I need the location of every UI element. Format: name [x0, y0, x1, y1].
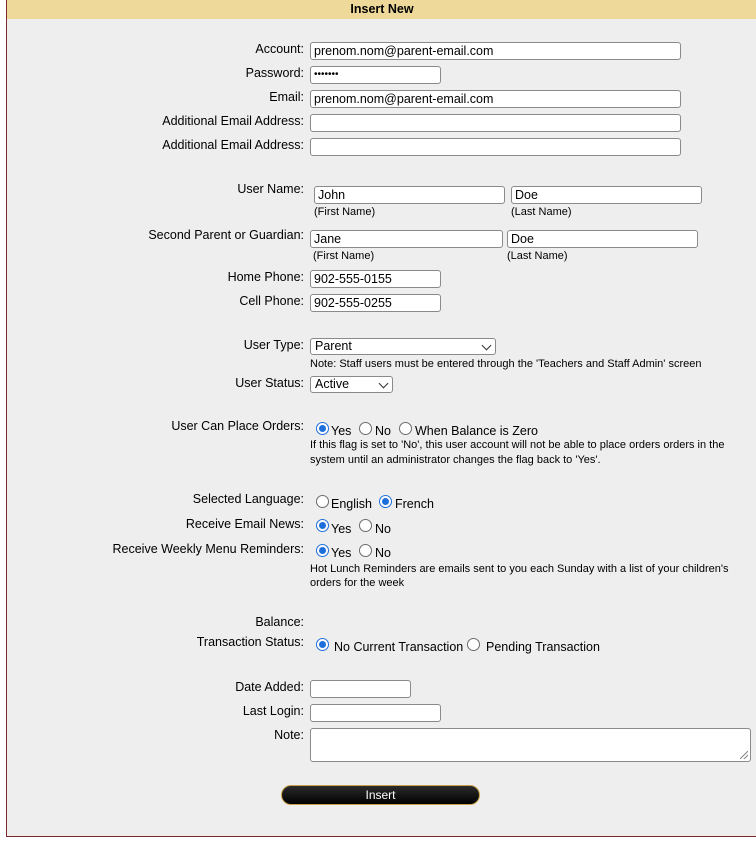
- transaction-status-label: Transaction Status:: [196, 635, 304, 649]
- weekly-menu-yes-radio[interactable]: [316, 544, 329, 557]
- weekly-menu-note-line2: orders for the week: [310, 577, 405, 589]
- user-status-label: User Status:: [235, 376, 304, 390]
- balance-label: Balance:: [255, 615, 304, 629]
- orders-yes-radio[interactable]: [316, 422, 329, 435]
- language-french-label: French: [395, 497, 434, 511]
- txn-pending-radio[interactable]: [467, 638, 480, 651]
- second-parent-first-name-input[interactable]: Jane: [310, 230, 503, 248]
- additional-email-label-2: Additional Email Address:: [162, 138, 304, 152]
- password-label: Password:: [245, 66, 304, 80]
- selected-language-label: Selected Language:: [192, 492, 304, 506]
- additional-email-input-2[interactable]: [310, 138, 681, 156]
- user-last-name-input[interactable]: Doe: [511, 186, 702, 204]
- weekly-menu-yes-label: Yes: [331, 546, 352, 560]
- chevron-down-icon: [379, 379, 389, 389]
- user-name-label: User Name:: [237, 182, 304, 196]
- orders-when-zero-label: When Balance is Zero: [415, 424, 538, 438]
- form-header-title: Insert New: [7, 0, 756, 19]
- orders-no-radio[interactable]: [359, 422, 372, 435]
- language-english-label: English: [331, 497, 372, 511]
- date-added-label: Date Added:: [235, 680, 304, 694]
- second-parent-last-name-input[interactable]: Doe: [507, 230, 698, 248]
- txn-pending-label: Pending Transaction: [486, 640, 600, 654]
- language-english-radio[interactable]: [316, 495, 329, 508]
- txn-no-current-label: No Current Transaction: [334, 640, 464, 654]
- user-type-select[interactable]: [310, 338, 496, 355]
- email-input[interactable]: prenom.nom@parent-email.com: [310, 90, 681, 108]
- orders-note-line2: system until an administrator changes the flag back to 'Yes'.: [310, 454, 601, 466]
- receive-weekly-menu-label: Receive Weekly Menu Reminders:: [112, 542, 304, 556]
- note-textarea[interactable]: [310, 728, 751, 762]
- user-type-select-value: Parent: [315, 339, 352, 353]
- second-parent-first-name-sublabel: (First Name): [313, 250, 375, 262]
- orders-when-zero-radio[interactable]: [399, 422, 412, 435]
- account-input[interactable]: prenom.nom@parent-email.com: [310, 42, 681, 60]
- insert-form-panel: [6, 0, 756, 837]
- last-login-label: Last Login:: [242, 704, 304, 718]
- weekly-menu-note-line1: Hot Lunch Reminders are emails sent to you each Sunday with a list of your children's: [310, 563, 729, 575]
- user-status-select-value: Active: [315, 377, 350, 391]
- cell-phone-input[interactable]: 902-555-0255: [310, 294, 441, 312]
- receive-email-news-label: Receive Email News:: [185, 517, 304, 531]
- weekly-menu-no-radio[interactable]: [359, 544, 372, 557]
- email-news-no-label: No: [375, 522, 391, 536]
- user-first-name-sublabel: (First Name): [314, 206, 376, 218]
- user-last-name-sublabel: (Last Name): [511, 206, 572, 218]
- insert-button[interactable]: Insert: [281, 785, 480, 805]
- orders-yes-label: Yes: [331, 424, 352, 438]
- email-label: Email:: [269, 90, 304, 104]
- email-news-yes-label: Yes: [331, 522, 352, 536]
- password-input[interactable]: •••••••: [310, 66, 441, 84]
- orders-note-line1: If this flag is set to 'No', this user account will not be able to place orders orders in the: [310, 439, 725, 451]
- can-place-orders-label: User Can Place Orders:: [171, 419, 304, 433]
- cell-phone-label: Cell Phone:: [239, 294, 304, 308]
- chevron-down-icon: [482, 341, 492, 351]
- orders-no-label: No: [375, 424, 391, 438]
- home-phone-label: Home Phone:: [227, 270, 304, 284]
- language-french-radio[interactable]: [379, 495, 392, 508]
- date-added-input[interactable]: [310, 680, 411, 698]
- note-label: Note:: [274, 728, 304, 742]
- user-first-name-input[interactable]: John: [314, 186, 505, 204]
- user-status-select[interactable]: [310, 376, 393, 393]
- additional-email-input-1[interactable]: [310, 114, 681, 132]
- second-parent-label: Second Parent or Guardian:: [148, 228, 304, 242]
- last-login-input[interactable]: [310, 704, 441, 722]
- home-phone-input[interactable]: 902-555-0155: [310, 270, 441, 288]
- resize-grip-icon[interactable]: [740, 751, 748, 759]
- account-label: Account:: [255, 42, 304, 56]
- email-news-yes-radio[interactable]: [316, 519, 329, 532]
- second-parent-last-name-sublabel: (Last Name): [507, 250, 568, 262]
- user-type-note: Note: Staff users must be entered through the 'Teachers and Staff Admin' screen: [310, 358, 702, 370]
- weekly-menu-no-label: No: [375, 546, 391, 560]
- additional-email-label-1: Additional Email Address:: [162, 114, 304, 128]
- user-type-label: User Type:: [243, 338, 304, 352]
- email-news-no-radio[interactable]: [359, 519, 372, 532]
- txn-no-current-radio[interactable]: [316, 638, 329, 651]
